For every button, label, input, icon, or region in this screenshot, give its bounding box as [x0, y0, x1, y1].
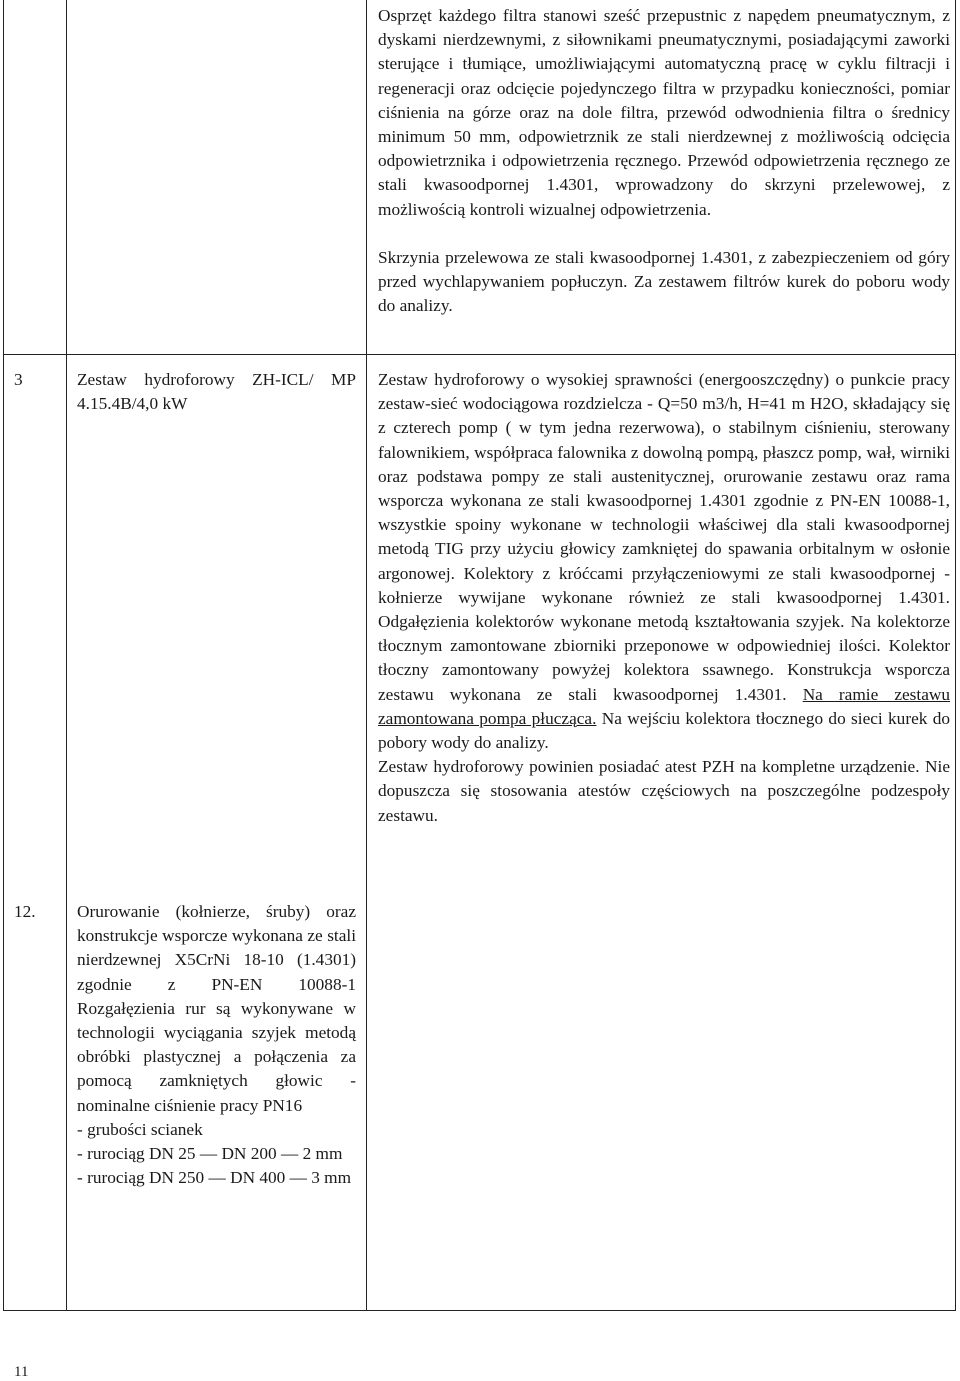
row-name-cell [77, 368, 356, 416]
row-description-cell [378, 368, 950, 828]
row-number: 3 [14, 370, 23, 389]
item-12-text: Orurowanie (kołnierze, śruby) oraz konstrukcje wsporcze wykonana ze stali nierdzewnej X5CrNi 18-10 (1.4301) zgodnie z PN-EN 10088-1 Rozgałęzienia rur są wykonywane w technologii wyciągania szyjek metodą obróbki plastycznej a połączenia za pomocą zamkniętych głowic - nominalne ciśnienie pracy PN16 [77, 902, 356, 1115]
row-description-part1: Zestaw hydroforowy o wysokiej sprawności (energooszczędny) o punkcie pracy zestaw-sieć wodociągowa rozdzielcza - Q=50 m3/h, H=41 m H2O, składający się z czterech pomp ( w tym jedna rezerwowa), o stabilnym ciśnieniu, sterowany falownikiem, współpraca falownika z dowolną pompą, płaszcz pomp, wał, wirniki oraz podstawa pompy ze stali austenitycznej, orurowanie zestawu oraz rama wsporcza wykonana ze stali kwasoodpornej 1.4301 zgodnie z PN-EN 10088-1, wszystkie spoiny wykonane w technologii właściwej dla stali kwasoodpornej metodą TIG przy użyciu głowicy zamkniętej do spawania orbitalnym w osłonie argonowej. Kolektory z króćcami przyłączeniowymi ze stali kwasoodpornej - kołnierze wywijane wykonane również ze stali kwasoodpornej 1.4301. Odgałęzienia kolektorów wykonane metodą kształtowania szyjek. Na kolektorze tłocznym zamontowane zbiorniki przeponowe w odpowiedniej ilości. Kolektor tłoczny zamontowany powyżej kolektora ssawnego. Konstrukcja wsporcza zestawu wykonana ze stali kwasoodpornej 1.4301. [378, 370, 950, 704]
row-description-atest: Zestaw hydroforowy powinien posiadać atest PZH na kompletne urządzenie. Nie dopuszcza się stosowania atestów częściowych na poszczególne podzespoły zestawu. [378, 757, 950, 825]
page-number: 11 [14, 1364, 29, 1380]
item-12-number: 12. [14, 902, 36, 921]
item-12-line-b: - rurociąg DN 25 — DN 200 — 2 mm [77, 1144, 343, 1164]
row-divider [4, 354, 955, 355]
top-row-description-2: Skrzynia przelewowa ze stali kwasoodpornej 1.4301, z zabezpieczeniem od góry przed wychlapywaniem popłuczyn. Za zestawem filtrów kurek do poboru wody do analizy. [378, 247, 950, 316]
row-description [378, 368, 950, 755]
item-12-line-c: - rurociąg DN 250 — DN 400 — 3 mm [77, 1168, 352, 1188]
spec-table [3, 0, 956, 1311]
row-description-underlined: Na ramie zestawu zamontowana pompa płucząca. [378, 684, 950, 728]
top-row-description-cell [378, 4, 950, 318]
row-description-part2: Na wejściu kolektora tłocznego do sieci kurek do pobory wody do analizy. [378, 708, 950, 753]
column-divider-number [66, 0, 67, 1310]
row-name: Zestaw hydroforowy ZH-ICL/ MP 4.15.4B/4,0 kW [77, 370, 356, 414]
item-12-cell [77, 900, 356, 1190]
top-row-description: Osprzęt każdego filtra stanowi sześć przepustnic z napędem pneumatycznym, z dyskami nierdzewnymi, z siłownikami pneumatycznymi, posiadającymi zaworki sterujące i tłumiące, umożliwiającymi automatyczną pracę w cyklu filtracji i regeneracji oraz odcięcie pojedynczego filtra w przypadku konieczności, pomiar ciśnienia na górze oraz na dole filtra, przewód odwodnienia filtra o średnicy minimum 50 mm, odpowietrznik ze stali nierdzewnej z możliwością odcięcia odpowietrznika i odpowietrzenia ręcznego. Przewód odpowietrzenia ręcznego ze stali kwasoodpornej 1.4301, wprowadzony do skrzyni przelewowej, z możliwością kontroli wizualnej odpowietrzenia. [378, 6, 950, 219]
column-divider-name [366, 0, 367, 1310]
item-12-line-a: - grubości scianek [77, 1119, 203, 1139]
